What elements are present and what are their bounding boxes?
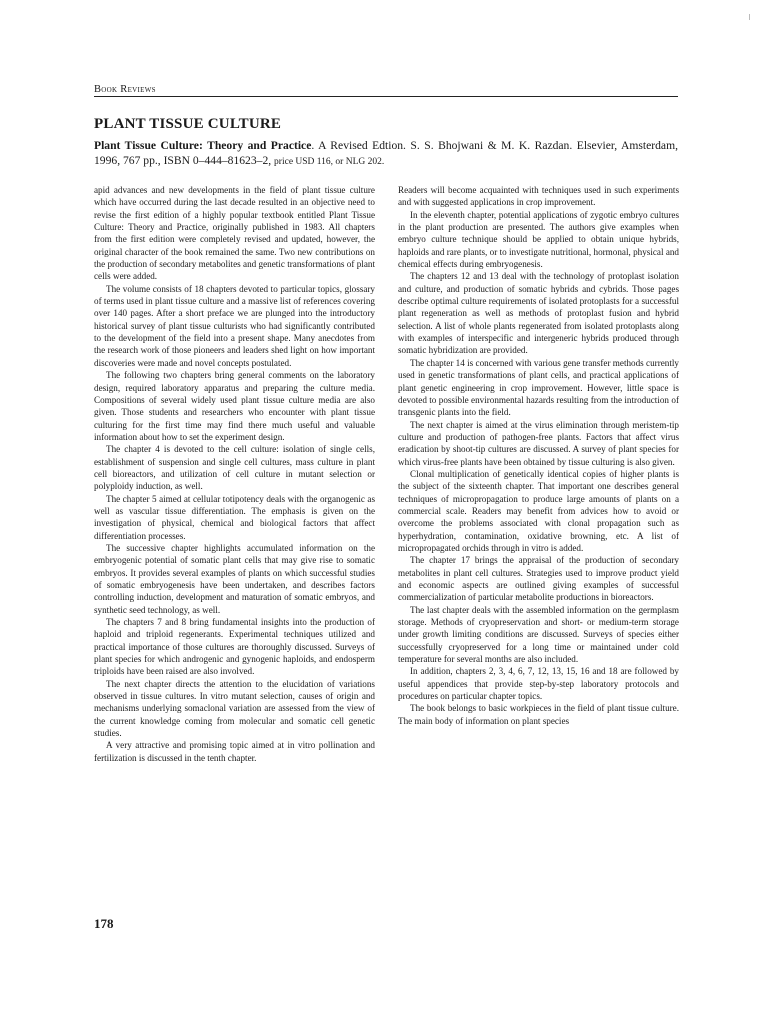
paragraph: Readers will become acquainted with techniques used in such experiments and with suggested applications in crop improvement. bbox=[398, 185, 679, 208]
paragraph: The chapter 4 is devoted to the cell culture: isolation of single cells, establishment of suspension and single cell cultures, mass culture in plant cell bioreactors, and utilization of cell culture in mutant selection or polyploidy induction, as well. bbox=[94, 444, 375, 492]
right-column bbox=[398, 184, 679, 727]
paragraph: apid advances and new developments in the field of plant tissue culture which have occurred during the last decade resulted in an objective need to revise the first edition of a highly popular textbook entitled Plant Tissue Culture: Theory and Practice, originally published in 1983. All chapters from the first edition were completely revised and updated, however, the original character of the book remained the same. Two new contributions on the production of secondary metabolites and genetic transformations of plant cells were added. bbox=[94, 185, 375, 282]
paragraph: In the eleventh chapter, potential applications of zygotic embryo cultures in the plant production are presented. The authors give examples when embryo culture technique should be applied to obtain unique hybrids, haploids and rare plants, or to investigate nutritional, hormonal, physical and chemical effects during embryogenesis. bbox=[398, 209, 679, 270]
paragraph: A very attractive and promising topic aimed at in vitro pollination and fertilization is discussed in the tenth chapter. bbox=[94, 740, 375, 763]
citation-book-title: Plant Tissue Culture: Theory and Practice bbox=[94, 139, 312, 152]
review-title: PLANT TISSUE CULTURE bbox=[94, 116, 282, 132]
paragraph: In addition, chapters 2, 3, 4, 6, 7, 12, 13, 15, 16 and 18 are followed by useful appendices that provide step-by-step laboratory protocols and procedures on particular chapter topics. bbox=[398, 666, 679, 702]
paragraph: The chapter 17 brings the appraisal of the production of secondary metabolites in plant cell cultures. Strategies used to improve product yield and economic aspects are outlined giving examples of successful commercialization of particular metabolite productions in bioreactors. bbox=[398, 555, 679, 603]
paragraph: The last chapter deals with the assembled information on the germplasm storage. Methods of cryopreservation and short- or medium-term storage under growth limiting conditions are discussed. Surveys of species either successfully cryopreserved for a long time or maintained under cold temperature for several months are also included. bbox=[398, 604, 679, 665]
running-head: Book Reviews bbox=[94, 84, 678, 97]
paragraph: The chapters 7 and 8 bring fundamental insights into the production of haploid and triploid regenerants. Experimental techniques utilized and practical importance of those cultures are thoroughly discussed. Surveys of plant species for which androgenic and gynogenic haploids, and endosperm triploids have been raised are also involved. bbox=[94, 617, 375, 677]
paragraph: The next chapter directs the attention to the elucidation of variations observed in tissue cultures. In vitro mutant selection, causes of origin and mechanisms underlying somaclonal variation are assessed from the view of the current knowledge coming from molecular and somatic cell genetic studies. bbox=[94, 678, 375, 739]
paragraph: The next chapter is aimed at the virus elimination through meristem-tip culture and production of pathogen-free plants. Factors that affect virus eradication by shoot-tip cultures are discussed. A survey of plant species for which virus-free plants have been obtained by tissue culturing is also given. bbox=[398, 419, 679, 467]
page-number: 178 bbox=[94, 916, 114, 931]
paragraph: The chapter 5 aimed at cellular totipotency deals with the organogenic as well as vascular tissue differentiation. The emphasis is given on the investigation of physical, chemical and biological factors that affect differentiation processes. bbox=[94, 493, 375, 541]
paragraph: The successive chapter highlights accumulated information on the embryogenic potential of somatic plant cells that may give rise to somatic embryos. It provides several examples of plants on which successful studies of somatic embryogenesis have been undertaken, and describes factors controlling induction, development and maturation of somatic embryos, and synthetic seed technology, as well. bbox=[94, 542, 375, 615]
paragraph: The book belongs to basic workpieces in the field of plant tissue culture. The main body of information on plant species bbox=[398, 703, 679, 726]
left-column bbox=[94, 184, 375, 764]
paragraph: The chapter 14 is concerned with various gene transfer methods currently used in genetic transformations of plant cells, and practical applications of plant genetic engineering in crop improvement. However, little space is devoted to possible environmental hazards resulting from the introduction of transgenic plants into the field. bbox=[398, 357, 679, 418]
paragraph: The volume consists of 18 chapters devoted to particular topics, glossary of terms used in plant tissue culture and a massive list of references covering over 140 pages. After a short preface we are plunged into the introductory historical survey of plant tissue culturists who had significantly contributed to the development of the field into a present shape. Many anecdotes from the research work of those pioneers and leaders shed light on how important discoveries were made and novel concepts postulated. bbox=[94, 283, 375, 368]
scan-margin-mark bbox=[749, 14, 750, 20]
book-citation bbox=[94, 138, 678, 170]
citation-price: price USD 116, or NLG 202. bbox=[274, 157, 385, 167]
paragraph: Clonal multiplication of genetically identical copies of higher plants is the subject of the sixteenth chapter. That important one describes general techniques of micropropagation to produce large amounts of plants on a commercial scale. Readers may benefit from advices how to avoid or overcome the problems associated with clonal propagation such as hyperhydration, contamination, oxidative browning, etc. A list of micropropagated orchids through in vitro is added. bbox=[398, 468, 679, 553]
paragraph: The chapters 12 and 13 deal with the technology of protoplast isolation and culture, and production of somatic hybrids and cybrids. Those pages describe optimal culture requirements of isolated protoplasts for a successful plant regeneration as well as methods of protoplast fusion and hybrid selection. A list of whole plants regenerated from isolated protoplasts along with examples of interspecific and intergeneric hybrids produced through somatic hybridization are provided. bbox=[398, 271, 679, 356]
citation-details: . A Revised Edtion. S. S. Bhojwani & M. K. Razdan. Elsevier, Amsterdam, 1996, 767 pp., ISBN 0–444–81623–2, bbox=[94, 139, 678, 167]
paragraph: The following two chapters bring general comments on the laboratory design, required laboratory apparatus and preparing the culture media. Compositions of several widely used plant tissue culture media are also given. Those students and researchers who encounter with plant tissue culturing for the first time may find there much useful and valuable information about how to set the experiment design. bbox=[94, 370, 375, 442]
